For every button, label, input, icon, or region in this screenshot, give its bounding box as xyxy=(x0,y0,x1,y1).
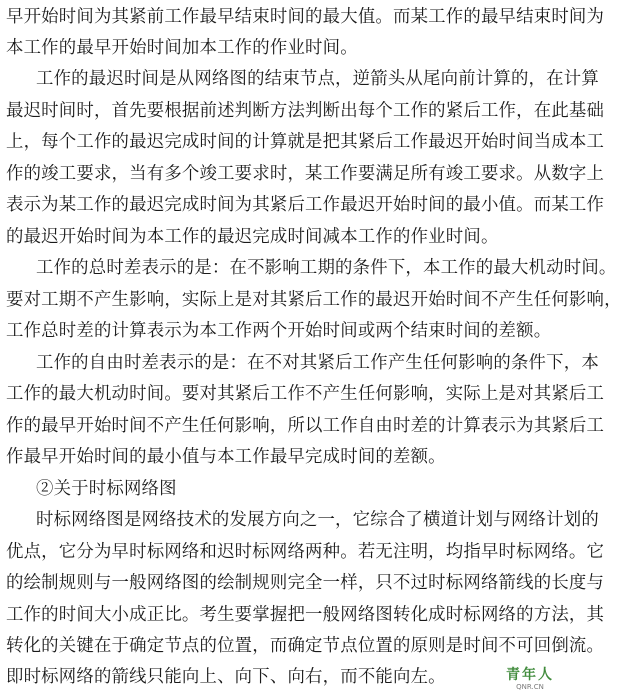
text-line: 的最迟开始时间为本工作的最迟完成时间减本工作的作业时间。 xyxy=(6,227,499,247)
text-line: 工作的总时差表示的是：在不影响工期的条件下，本工作的最大机动时间。 xyxy=(36,258,617,278)
watermark-domain: QNR.CN xyxy=(516,683,544,691)
text-line: 优点，它分为早时标网络和迟时标网络两种。若无注明，均指早时标网络。它 xyxy=(6,542,605,562)
text-line: 工作总时差的计算表示为本工作两个开始时间或两个结束时间的差额。 xyxy=(6,321,552,341)
text-line: 表示为某工作的最迟完成时间为其紧后工作最迟开始时间的最小值。而某工作 xyxy=(6,195,605,215)
text-line: 作的竣工要求，当有多个竣工要求时，某工作要满足所有竣工要求。从数字上 xyxy=(6,164,605,184)
text-line: 作最早开始时间的最小值与本工作最早完成时间的差额。 xyxy=(6,447,446,467)
site-watermark xyxy=(504,668,556,694)
text-line: 转化的关键在于确定节点的位置，而确定节点位置的原则是时间不可回倒流。 xyxy=(6,636,605,656)
watermark-logo-text: 青年人 xyxy=(506,667,554,683)
text-line: 工作的时间大小成正比。考生要掌握把一般网络图转化成时标网络的方法，其 xyxy=(6,605,605,625)
text-line: 上，每个工作的最迟完成时间的计算就是把其紧后工作最迟开始时间当成本工 xyxy=(6,132,605,152)
text-line: 作的最早开始时间不产生任何影响，所以工作自由时差的计算表示为其紧后工 xyxy=(6,416,605,436)
text-line: 工作的最迟时间是从网络图的结束节点，逆箭头从尾向前计算的，在计算 xyxy=(36,69,599,89)
text-line: 最迟时间时，首先要根据前述判断方法判断出每个工作的紧后工作，在此基础 xyxy=(6,101,605,121)
text-line: 工作的自由时差表示的是：在不对其紧后工作产生任何影响的条件下，本 xyxy=(36,353,599,373)
text-line: 即时标网络的箭线只能向上、向下、向右，而不能向左。 xyxy=(6,667,446,687)
text-line: 早开始时间为其紧前工作最早结束时间的最大值。而某工作的最早结束时间为 xyxy=(6,7,605,27)
text-line: 时标网络图是网络技术的发展方向之一，它综合了横道计划与网络计划的 xyxy=(36,510,599,530)
text-line: 要对工期不产生影响，实际上是对其紧后工作的最迟开始时间不产生任何影响， xyxy=(6,290,622,310)
text-line: 本工作的最早开始时间加本工作的作业时间。 xyxy=(6,38,358,58)
text-line: 的绘制规则与一般网络图的绘制规则完全一样，只不过时标网络箭线的长度与 xyxy=(6,573,605,593)
text-line: 工作的最大机动时间。要对其紧后工作不产生任何影响，实际上是对其紧后工 xyxy=(6,384,605,404)
section-heading: ②关于时标网络图 xyxy=(36,479,177,499)
